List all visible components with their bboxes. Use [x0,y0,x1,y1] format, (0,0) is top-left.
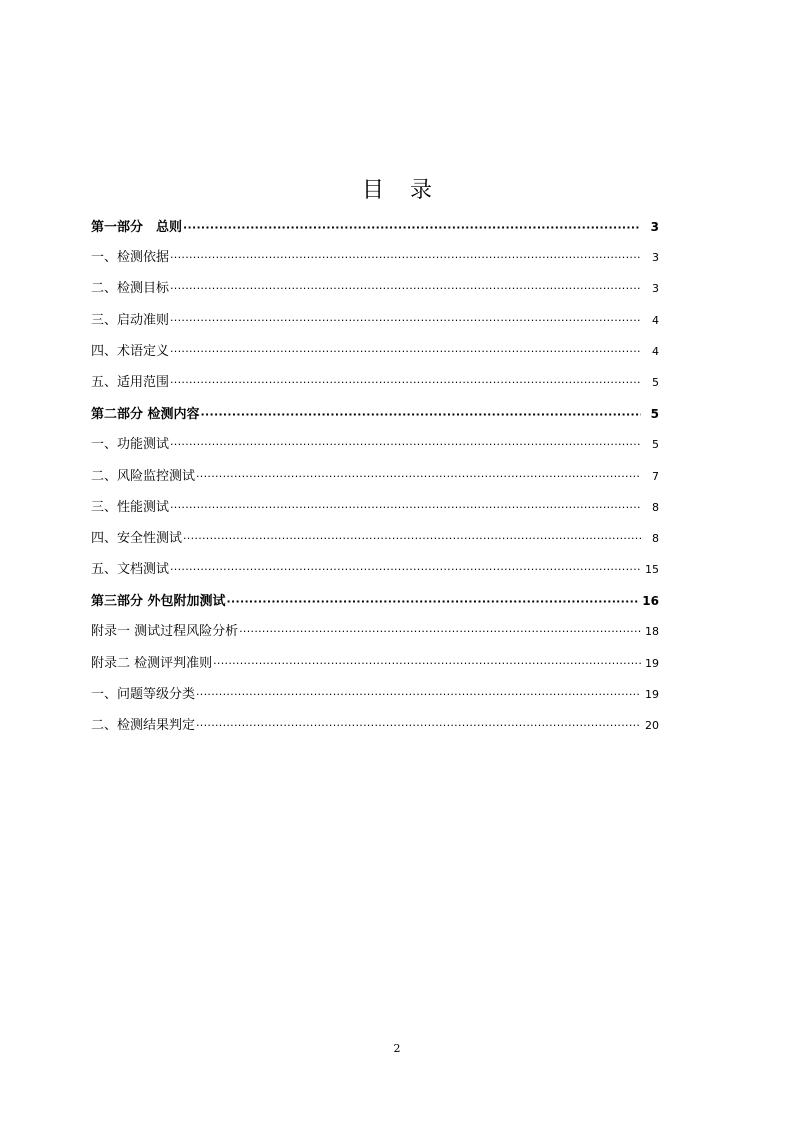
toc-entry[interactable] [91,653,659,684]
toc-entry-label: 五、文档测试 [91,562,170,578]
toc-entry[interactable] [91,528,659,559]
toc-entry-page: 19 [645,687,659,701]
page-number: 2 [393,1042,401,1055]
toc-entry-page: 8 [652,531,659,545]
toc-entry-page: 4 [652,313,659,327]
toc-dot-leader [213,653,641,675]
toc-entry[interactable] [91,341,659,372]
toc-entry[interactable] [91,559,659,590]
toc-entry-label: 二、检测目标 [91,281,170,297]
toc-dot-leader [201,404,641,426]
toc-entry-label: 附录二 检测评判准则 [91,655,213,671]
toc-entry[interactable] [91,684,659,715]
toc-entry-label: 二、风险监控测试 [91,468,196,484]
toc-entry-page: 15 [645,563,659,577]
toc-dot-leader [183,217,641,239]
toc-entry-label: 附录一 测试过程风险分析 [91,624,239,640]
toc-entry-part-1[interactable] [91,216,659,247]
toc-entry-part-2[interactable] [91,403,659,434]
toc-entry-page: 3 [652,282,659,296]
toc-entry-page: 4 [652,344,659,358]
toc-entry[interactable] [91,247,659,278]
table-of-contents [91,216,659,746]
toc-entry-page: 3 [650,220,659,234]
toc-entry-label: 三、性能测试 [91,499,170,515]
toc-entry-page: 7 [652,469,659,483]
toc-dot-leader [170,497,641,519]
toc-dot-leader [170,559,641,581]
toc-entry[interactable] [91,310,659,341]
toc-dot-leader [170,310,641,332]
toc-dot-leader [170,434,641,456]
toc-entry-part-3[interactable] [91,590,659,621]
toc-dot-leader [170,278,641,300]
toc-dot-leader [183,528,641,550]
toc-dot-leader [227,591,639,613]
toc-entry[interactable] [91,278,659,309]
toc-entry-page: 5 [650,407,659,422]
toc-entry-page: 3 [652,251,659,265]
toc-entry[interactable] [91,715,659,746]
toc-entry-label: 三、启动准则 [91,312,170,328]
toc-entry-label: 一、问题等级分类 [91,686,196,702]
toc-dot-leader [170,341,641,363]
toc-entry-label: 第三部分 外包附加测试 [91,594,226,610]
toc-entry-label: 第一部分 总则 [91,220,183,235]
toc-entry-label: 第二部分 检测内容 [91,407,200,423]
toc-entry-page: 18 [645,625,659,639]
toc-entry-page: 20 [645,719,659,732]
toc-entry-page: 19 [645,656,659,670]
toc-entry[interactable] [91,621,659,652]
toc-dot-leader [170,372,641,394]
toc-entry-page: 16 [642,594,659,609]
toc-entry[interactable] [91,372,659,403]
toc-dot-leader [196,466,641,488]
toc-entry-label: 五、适用范围 [91,374,170,390]
toc-entry-label: 一、功能测试 [91,437,170,453]
toc-entry-page: 5 [652,438,659,452]
toc-entry-label: 一、检测依据 [91,250,170,266]
toc-dot-leader [239,621,641,643]
toc-entry-page: 8 [652,500,659,514]
toc-dot-leader [170,247,641,269]
toc-entry-page: 5 [652,375,659,389]
toc-dot-leader [196,684,641,706]
toc-entry[interactable] [91,497,659,528]
toc-entry-label: 四、术语定义 [91,343,170,359]
toc-entry[interactable] [91,434,659,465]
toc-entry-label: 四、安全性测试 [91,530,183,546]
toc-dot-leader [196,715,641,737]
toc-title: 目录 [361,178,458,203]
toc-entry-label: 二、检测结果判定 [91,718,196,733]
toc-entry[interactable] [91,466,659,497]
